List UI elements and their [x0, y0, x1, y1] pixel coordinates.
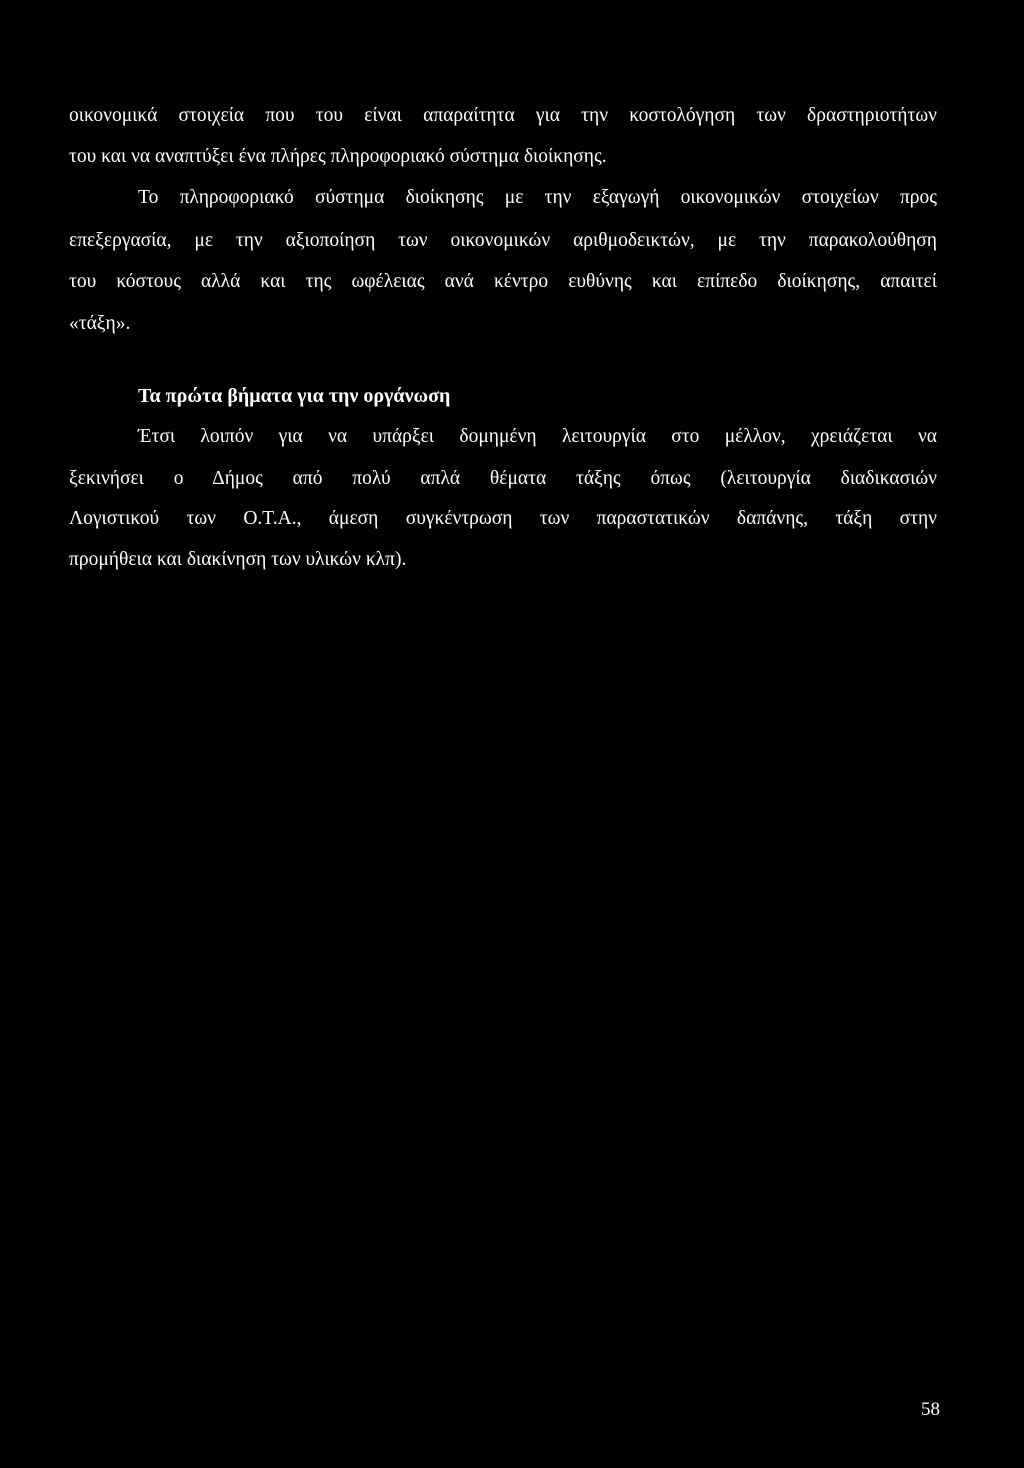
page-number: 58: [921, 1399, 940, 1420]
paragraph-3-line-3: Λογιστικού των Ο.Τ.Α., άμεση συγκέντρωση των παραστατικών δαπάνης, τάξη στην: [69, 508, 937, 529]
paragraph-2-line-2: επεξεργασία, με την αξιοποίηση των οικονομικών αριθμοδεικτών, με την παρακολούθηση: [69, 230, 937, 251]
paragraph-2-line-1: Το πληροφοριακό σύστημα διοίκησης με την εξαγωγή οικονομικών στοιχείων προς: [138, 187, 937, 208]
paragraph-3-line-2: ξεκινήσει ο Δήμος από πολύ απλά θέματα τάξης όπως (λειτουργία διαδικασιών: [69, 468, 937, 489]
paragraph-1-line-1: οικονομικά στοιχεία που του είναι απαραίτητα για την κοστολόγηση των δραστηριοτήτων: [69, 105, 937, 126]
paragraph-2-line-4: «τάξη».: [69, 313, 131, 334]
paragraph-1-line-2: του και να αναπτύξει ένα πλήρες πληροφοριακό σύστημα διοίκησης.: [69, 146, 607, 167]
paragraph-3-line-4: προμήθεια και διακίνηση των υλικών κλπ).: [69, 549, 407, 570]
section-heading: Τα πρώτα βήματα για την οργάνωση: [138, 385, 451, 407]
paragraph-2-line-3: του κόστους αλλά και της ωφέλειας ανά κέντρο ευθύνης και επίπεδο διοίκησης, απαιτεί: [69, 271, 937, 292]
paragraph-3-line-1: Έτσι λοιπόν για να υπάρξει δομημένη λειτουργία στο μέλλον, χρειάζεται να: [138, 426, 937, 447]
